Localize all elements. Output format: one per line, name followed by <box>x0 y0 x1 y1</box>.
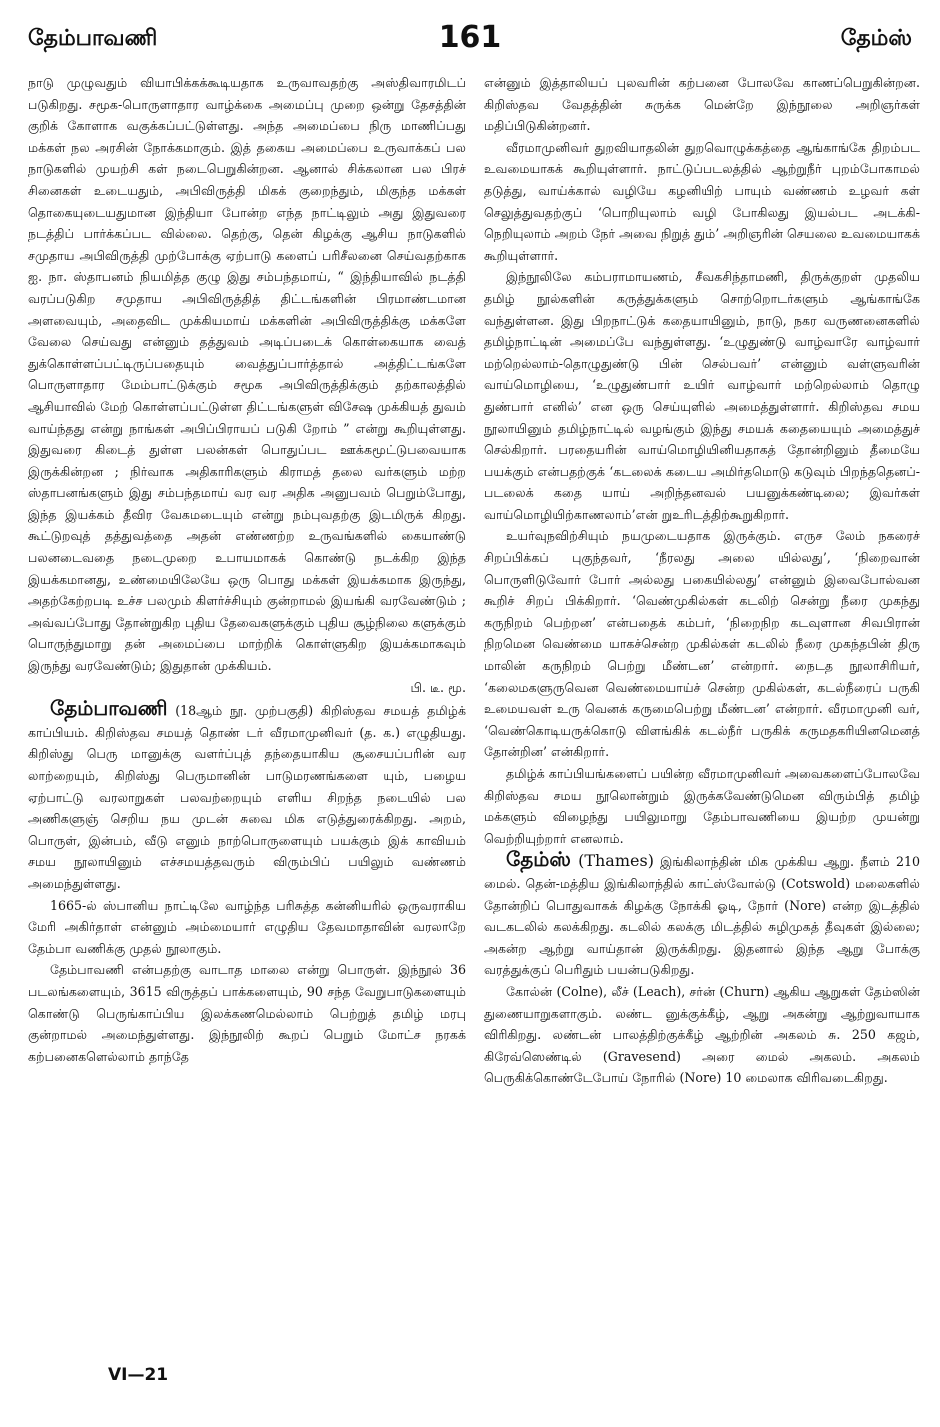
entry-thames <box>484 849 920 981</box>
entry-body: இங்கிலாந்தின் மிக முக்கிய ஆறு. நீளம் 210 மைல். தென்-மத்திய இங்கிலாந்தில் காட்ஸ்வோல்டு (Cotswold) மலைகளில் தோன்றிப் பொதுவாகக் கிழக்கு நோக்கி ஓடி, நோர் (Nore) என்ற இடத்தில் வடகடலில் கலக்கிறது. கடலில் கலக்கு மிடத்தில் சுழிமுகத் தீவுகள் இல்லை; அகன்ற ஆற்று வாய்தான் இருக்கிறது. இதனால் இந்த ஆறு போக்கு வரத்துக்குப் பெரிதும் பயன்படுகிறது. <box>484 854 920 978</box>
paragraph: 1665-ல் ஸ்பானிய நாட்டிலே வாழ்ந்த பரிசுத்த கன்னியரில் ஒருவராகிய மேரி அகிர்தாள் என்னும் அம்மையார் எழுதிய தேவமாதாவின் வரலாறே தேம்பா வணிக்கு முதல் நூலாகும். <box>28 897 466 956</box>
paragraph: என்னும் இத்தாலியப் புலவரின் கற்பனை போலவே காணப்பெறுகின்றன. கிறிஸ்தவ வேதத்தின் சுருக்க மென்றே இந்நூலை அறிஞர்கள் மதிப்பிடுகின்றனர். <box>484 75 920 134</box>
paragraph: இந்நூலிலே கம்பராமாயணம், சீவகசிந்தாமணி, திருக்குறள் முதலிய தமிழ் நூல்களின் கருத்துக்களும் சொற்றொடர்களும் ஆங்காங்கே வந்துள்ளன. இது பிறநாட்டுக் கதையாயினும், நாடு, நகர வருணனைகளில் தமிழ்நாட்டின் அமைப்பே வந்துள்ளது. ‘உழுதுண்டு வாழ்வாரே வாழ்வார் மற்றெல்லாம்-தொழுதுண்டு பின் செல்பவர்’ என்னும் வள்ளுவரின் வாய்மொழியை, ‘உழுதுண்பார் உயிர் வாழ்வார் மற்றெல்லாம் தொழு துண்பார் எனில்’ என ஒரு செய்யுளில் அமைத்துள்ளார். கிறிஸ்தவ சமய நூலாயினும் தமிழ்நாட்டில் வழங்கும் இந்து சமயக் கதையையும் அமைத்துச் செல்கிறார். பரதையரின் வாய்மொழியினியதாகத் தோன்றினும் தீமையே பயக்கும் என்பதற்குக் ‘கடலைக் கடைய அமிர்தமொடு கடுவும் பிறந்ததெனப்-படலைக் கதை யாய் அறிந்தனவல் பயனுக்கண்டிலை; இவர்கள் வாய்மொழியிற்காணலாம்’என் றுஉரிடத்திற்கூறுகிறார். <box>484 269 920 522</box>
author-initials: பி. டீ. மூ. <box>410 679 466 695</box>
paragraph: வீரமாமுனிவர் துறவியாதலின் துறவொழுக்கத்தை ஆங்காங்கே திறம்பட உவமையாகக் கூறியுள்ளார். நாட்டுப்படலத்தில் ஆற்றுநீர் புறம்போகாமல் தடுத்து, வாய்க்கால் வழியே கழனியிற் பாயும் வண்ணம் உழவர் கள் செலுத்துவதற்குப் ‘பொறியுலாம் வழி போகிலது இயல்பட அடக்கி-நெறியுலாம் அறம் நேர் அவை நிறுத் தும்’ அறிஞரின் செயலை உவமையாகக் கூறியுள்ளார். <box>484 139 920 263</box>
page-header <box>28 20 912 60</box>
entry-body: (18ஆம் நூ. முற்பகுதி) கிறிஸ்தவ சமயத் தமிழ்க் காப்பியம். கிறிஸ்தவ சமயத் தொண் டர் வீரமாமுனிவர் (த. க.) எழுதியது. கிறிஸ்து பெரு மானுக்கு வளர்ப்புத் தந்தையாகிய சூசையப்பரின் வர லாற்றையும், கிறிஸ்து பெருமானின் பாடுமரணங்களை யும், பழைய ஏற்பாட்டு வரலாறுகள் பலவற்றையும் எளிய சிறந்த நடையில் பல அணிகளுஞ் செறிய நய முடன் சுவை மிக எடுத்துரைக்கிறது. அறம், பொருள், இன்பம், வீடு எனும் நாற்பொருளையும் பயக்கும் இக் காவியம் சமய நூலாயினும் எச்சமயத்தவரும் விரும்பிப் பயிலும் வண்ணம் அமைந்துள்ளது. <box>28 703 466 891</box>
paragraph: தமிழ்க் காப்பியங்களைப் பயின்ற வீரமாமுனிவர் அவைகளைப்போலவே கிறிஸ்தவ சமய நூலொன்றும் இருக்கவேண்டுமென விரும்பித் தமிழ் மக்களும் விழைந்து பயிலுமாறு தேம்பாவணியை இயற்ற முயன்று வெற்றியுற்றார் எனலாம். <box>484 766 920 846</box>
paragraph: தேம்பாவணி என்பதற்கு வாடாத மாலை என்று பொருள். இந்நூல் 36 படலங்களையும், 3615 விருத்தப் பாக்களையும், 90 சந்த வேறுபாடுகளையும் கொண்டு பெருங்காப்பிய இலக்கணமெல்லாம் பெற்றுத் தமிழ் மரபு குன்றாமல் அமைந்துள்ளது. இந்நூலிற் கூறப் பெறும் மோட்ச நரகக் கற்பனைகளெல்லாம் தாந்தே <box>28 962 466 1064</box>
entry-title: தேம்பாவணி <box>50 696 168 721</box>
entry-title: தேம்ஸ் <box>506 847 571 872</box>
left-column <box>28 72 466 1372</box>
running-head-right: தேம்ஸ் <box>840 26 912 51</box>
volume-page-marker: VI—21 <box>108 1365 169 1385</box>
paragraph: நாடு முழுவதும் வியாபிக்கக்கூடியதாக உருவாவதற்கு அஸ்திவாரமிடப் படுகிறது. சமூக-பொருளாதார வாழ்க்கை அமைப்பு முறை ஒன்று தேசத்தின் குறிக் கோளாக வகுக்கப்பட்டுள்ளது. அந்த அமைப்பை நிரு மாணிப்பது மக்கள் நல அரசின் நோக்கமாகும். இத் தகைய அமைப்பை உருவாக்கப் பல நாடுகளில் முயற்சி கள் நடைபெறுகின்றன. ஆனால் சிக்கலான பல பிரச் சினைகள் உடையதும், அபிவிருத்தி மிகக் குறைந்தும், மிகுந்த மக்கள் தொகையுடையதுமான இந்தியா போன்ற எந்த நாட்டிலும் அது இதுவரை நடத்திப் பார்க்கப்பட வில்லை. தெற்கு, தென் கிழக்கு ஆசிய நாடுகளில் சமுதாய அபிவிருத்தி முற்போக்கு ஏற்பாடு களைப் பரிசீலனை செய்வதற்காக ஐ. நா. ஸ்தாபனம் நியமித்த குழு இது சம்பந்தமாய், “ இந்தியாவில் நடத்தி வரப்படுகிற சமுதாய அபிவிருத்தித் திட்டங்களின் பிரமாண்டமான அளவையும், அதைவிட முக்கியமாய் மக்களின் அபிவிருத்திக்கு மக்களே வேலை செய்வது என்னும் தத்துவம் அடிப்படைக் கொள்கையாக வைத் துக்கொள்ளப்பட்டிருப்பதையும் வைத்துப்பார்த்தால் அத்திட்டங்களே பொருளாதார மேம்பாட்டுக்கும் சமூக அபிவிருத்திக்கும் தற்காலத்தில் ஆசியாவில் மேற் கொள்ளப்பட்டுள்ள திட்டங்களுள் விசேஷ முக்கியத் துவம் வாய்ந்தது என்று நாங்கள் அபிப்பிராயப் படுகி றோம் ” என்று கூறியுள்ளது. இதுவரை கிடைத் துள்ள பலன்கள் பொதுப்பட ஊக்கமூட்டுபவையாக இருக்கின்றன ; நிர்வாக அதிகாரிகளும் கிராமத் தலை வர்களும் மற்ற ஸ்தாபனங்களும் இது சம்பந்தமாய் வர வர அதிக அனுபவம் பெறும்போது, இந்த இயக்கம் தீவிர வேகமடையும் என்று நம்புவதற்கு இடமிருக் கிறது. கூட்டுறவுத் தத்துவத்தை அதன் எண்ணற்ற உருவங்களில் கையாண்டு பலனடைவதை நடைமுறை உபாயமாகக் கொண்டு நடக்கிற இந்த இயக்கமானது, உண்மையிலேயே ஒரு பொது மக்கள் இயக்கமாக இருந்து, அதற்கேற்றபடி உச்ச பலமும் கிளர்ச்சியும் குன்றாமல் இயங்கி வரவேண்டும் ; அவ்வப்போது தோன்றுகிற புதிய தேவைகளுக்கும் புதிய சூழ்நிலை களுக்கும் பொருந்துமாறு தன் அமைப்பை மாற்றிக் கொள்ளுகிற இயக்கமாகவும் இருந்து வரவேண்டும்; இதுதான் முக்கியம். <box>28 75 466 674</box>
paragraph: உயர்வுநவிற்சியும் நயமுடையதாக இருக்கும். எருச லேம் நகரைச் சிறப்பிக்கப் புகுந்தவர், ‘நீரலது அலை யில்லது’, ‘நிறைவான் பொருளிடுவோர் போர் அல்லது பகையில்லது’ என்னும் இவைபோல்வன கூறிச் சிறப் பிக்கிறார். ‘வெண்முகில்கள் கடலிற் சென்று நீரை முகந்து கருநிறம் பெற்றன’ என்பதைக் கம்பர், ‘நிறைநிற கடவுளான சிவபிரான் நிறமென வெண்மை யாகச்சென்ற முகில்கள் கடலில் நீரை முகந்தபின் திரு மாலின் கருநிறம் பெற்று மீண்டன’ என்றார். நைடத நூலாசிரியர், ‘கலைமகளுருவென வெண்மையாய்ச் சென்ற முகில்கள், கடல்நீரைப் பருகி உமையவள் உரு வெனக் கருமைபெற்று மீண்டன’ என்றார். வீரமாமுனி வர், ‘வெண்கொடியருக்கொடு விளங்கிக் கடல்நீர் பருகிக் கருமதகரியினமெனத் தோன்றின’ என்கிறார். <box>484 528 920 760</box>
page-number: 161 <box>438 20 502 55</box>
entry-subtitle: (Thames) <box>570 851 654 871</box>
paragraph: கோல்ன் (Colne), லீச் (Leach), சர்ன் (Churn) ஆகிய ஆறுகள் தேம்ஸின் துணையாறுகளாகும். லண்ட னுக்குக்கீழ், ஆறு அகன்று ஆற்றுவாயாக விரிகிறது. லண்டன் பாலத்திற்குக்கீழ் ஆற்றின் அகலம் சு. 250 கஜம், கிரேவ்ஸெண்டில் (Gravesend) அரை மைல் அகலம். அகலம் பெருகிக்கொண்டேபோய் நோரில் (Nore) 10 மைலாக விரிவடைகிறது. <box>484 983 920 1086</box>
right-column <box>484 72 920 1372</box>
entry-thembavani <box>28 698 466 894</box>
running-head-left: தேம்பாவணி <box>28 26 158 51</box>
